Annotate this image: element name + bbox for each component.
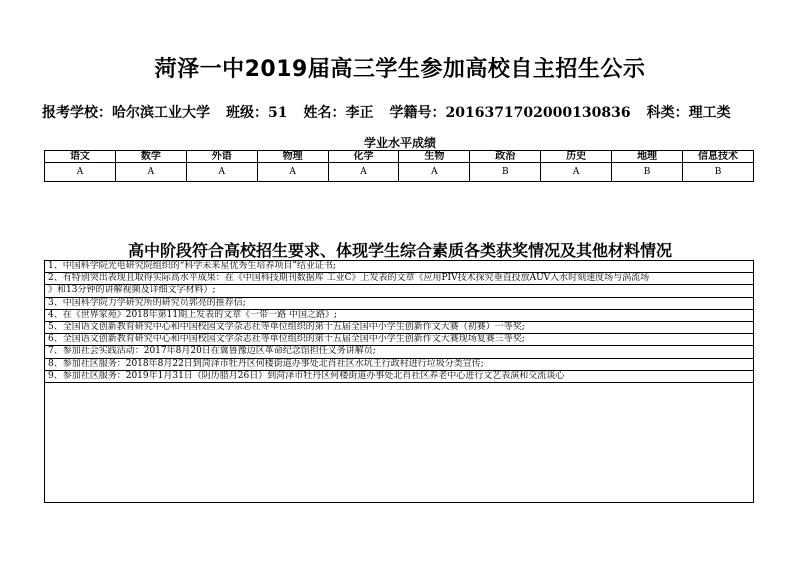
score-header: 历史 (541, 151, 612, 163)
score-header: 外语 (186, 151, 257, 163)
student-info (42, 102, 758, 122)
info-school (42, 102, 210, 122)
award-item: 4、在《世界家苑》2018年第11期上发表的文章《一带一路 中国之路》; (45, 310, 753, 322)
award-item: 2、有特别突出表现且取得实际高水平成果：在《中国科技期刊数据库 工业C》上发表的文章《应用PIV技术探究垂直投放AUV入水时刻速度场与涡流场 (45, 273, 753, 285)
award-item: 》和13分钟的讲解视频及详细文字材料）; (45, 285, 753, 297)
class-label: 班级： (226, 105, 268, 121)
score-value: A (328, 163, 399, 182)
score-header: 地理 (612, 151, 683, 163)
score-value: A (399, 163, 470, 182)
scores-value-row (45, 163, 754, 182)
award-item: 1、中国科学院光电研究院组织的“科学未来星优秀生培养项目”结业证书; (45, 261, 753, 273)
name-label: 姓名： (303, 105, 346, 121)
score-header: 物理 (257, 151, 328, 163)
score-value: A (45, 163, 116, 182)
score-header: 信息技术 (683, 151, 754, 163)
award-item: 5、全国语文创新教育研究中心和中国校园文学杂志社等单位组织的第十五届全国中小学生创新作文大赛（初赛）一等奖; (45, 322, 753, 334)
school-value: 哈尔滨工业大学 (112, 105, 210, 121)
class-value: 51 (268, 105, 288, 121)
page-title: 菏泽一中2019届高三学生参加高校自主招生公示 (154, 57, 646, 82)
score-value: A (257, 163, 328, 182)
score-header: 生物 (399, 151, 470, 163)
score-value: A (115, 163, 186, 182)
scores-table (44, 150, 754, 182)
award-item: 9、参加社区服务：2019年1月31日（阴历腊月26日）到菏泽市牡丹区何楼街道办事处北肖社区养老中心进行文艺表演和交流谈心 (45, 371, 753, 383)
score-header: 数学 (115, 151, 186, 163)
info-name (303, 102, 373, 122)
award-item: 7、参加社会实践活动：2017年8月20日在冀鲁豫边区革命纪念馆担任义务讲解员; (45, 346, 753, 358)
scores-title: 学业水平成绩 (363, 136, 436, 150)
id-label: 学籍号： (389, 105, 446, 121)
score-header: 化学 (328, 151, 399, 163)
score-value: A (186, 163, 257, 182)
awards-box (44, 260, 754, 503)
score-value: B (683, 163, 754, 182)
score-value: B (612, 163, 683, 182)
award-item: 3、中国科学院力学研究所的研究员郭亮的推荐信; (45, 298, 753, 310)
info-subject (647, 102, 731, 122)
awards-title: 高中阶段符合高校招生要求、体现学生综合素质各类获奖情况及其他材料情况 (127, 241, 672, 260)
info-id (389, 102, 630, 122)
subject-label: 科类： (646, 105, 689, 121)
school-label: 报考学校： (42, 105, 112, 121)
award-item: 8、参加社区服务：2018年8月22日到菏泽市牡丹区何楼街道办事处北肖社区水坑王行政村进行垃圾分类宣传; (45, 359, 753, 371)
score-value: A (541, 163, 612, 182)
info-class (226, 102, 287, 122)
score-value: B (470, 163, 541, 182)
name-value: 李正 (345, 105, 374, 121)
id-value: 2016371702000130836 (445, 105, 631, 121)
subject-value: 理工类 (688, 105, 731, 121)
award-item: 6、全国语文创新教育研究中心和中国校园文学杂志社等单位组织的第十五届全国中小学生创新作文大赛现场复赛三等奖; (45, 334, 753, 346)
scores-header-row (45, 151, 754, 163)
score-header: 政治 (470, 151, 541, 163)
score-header: 语文 (45, 151, 116, 163)
